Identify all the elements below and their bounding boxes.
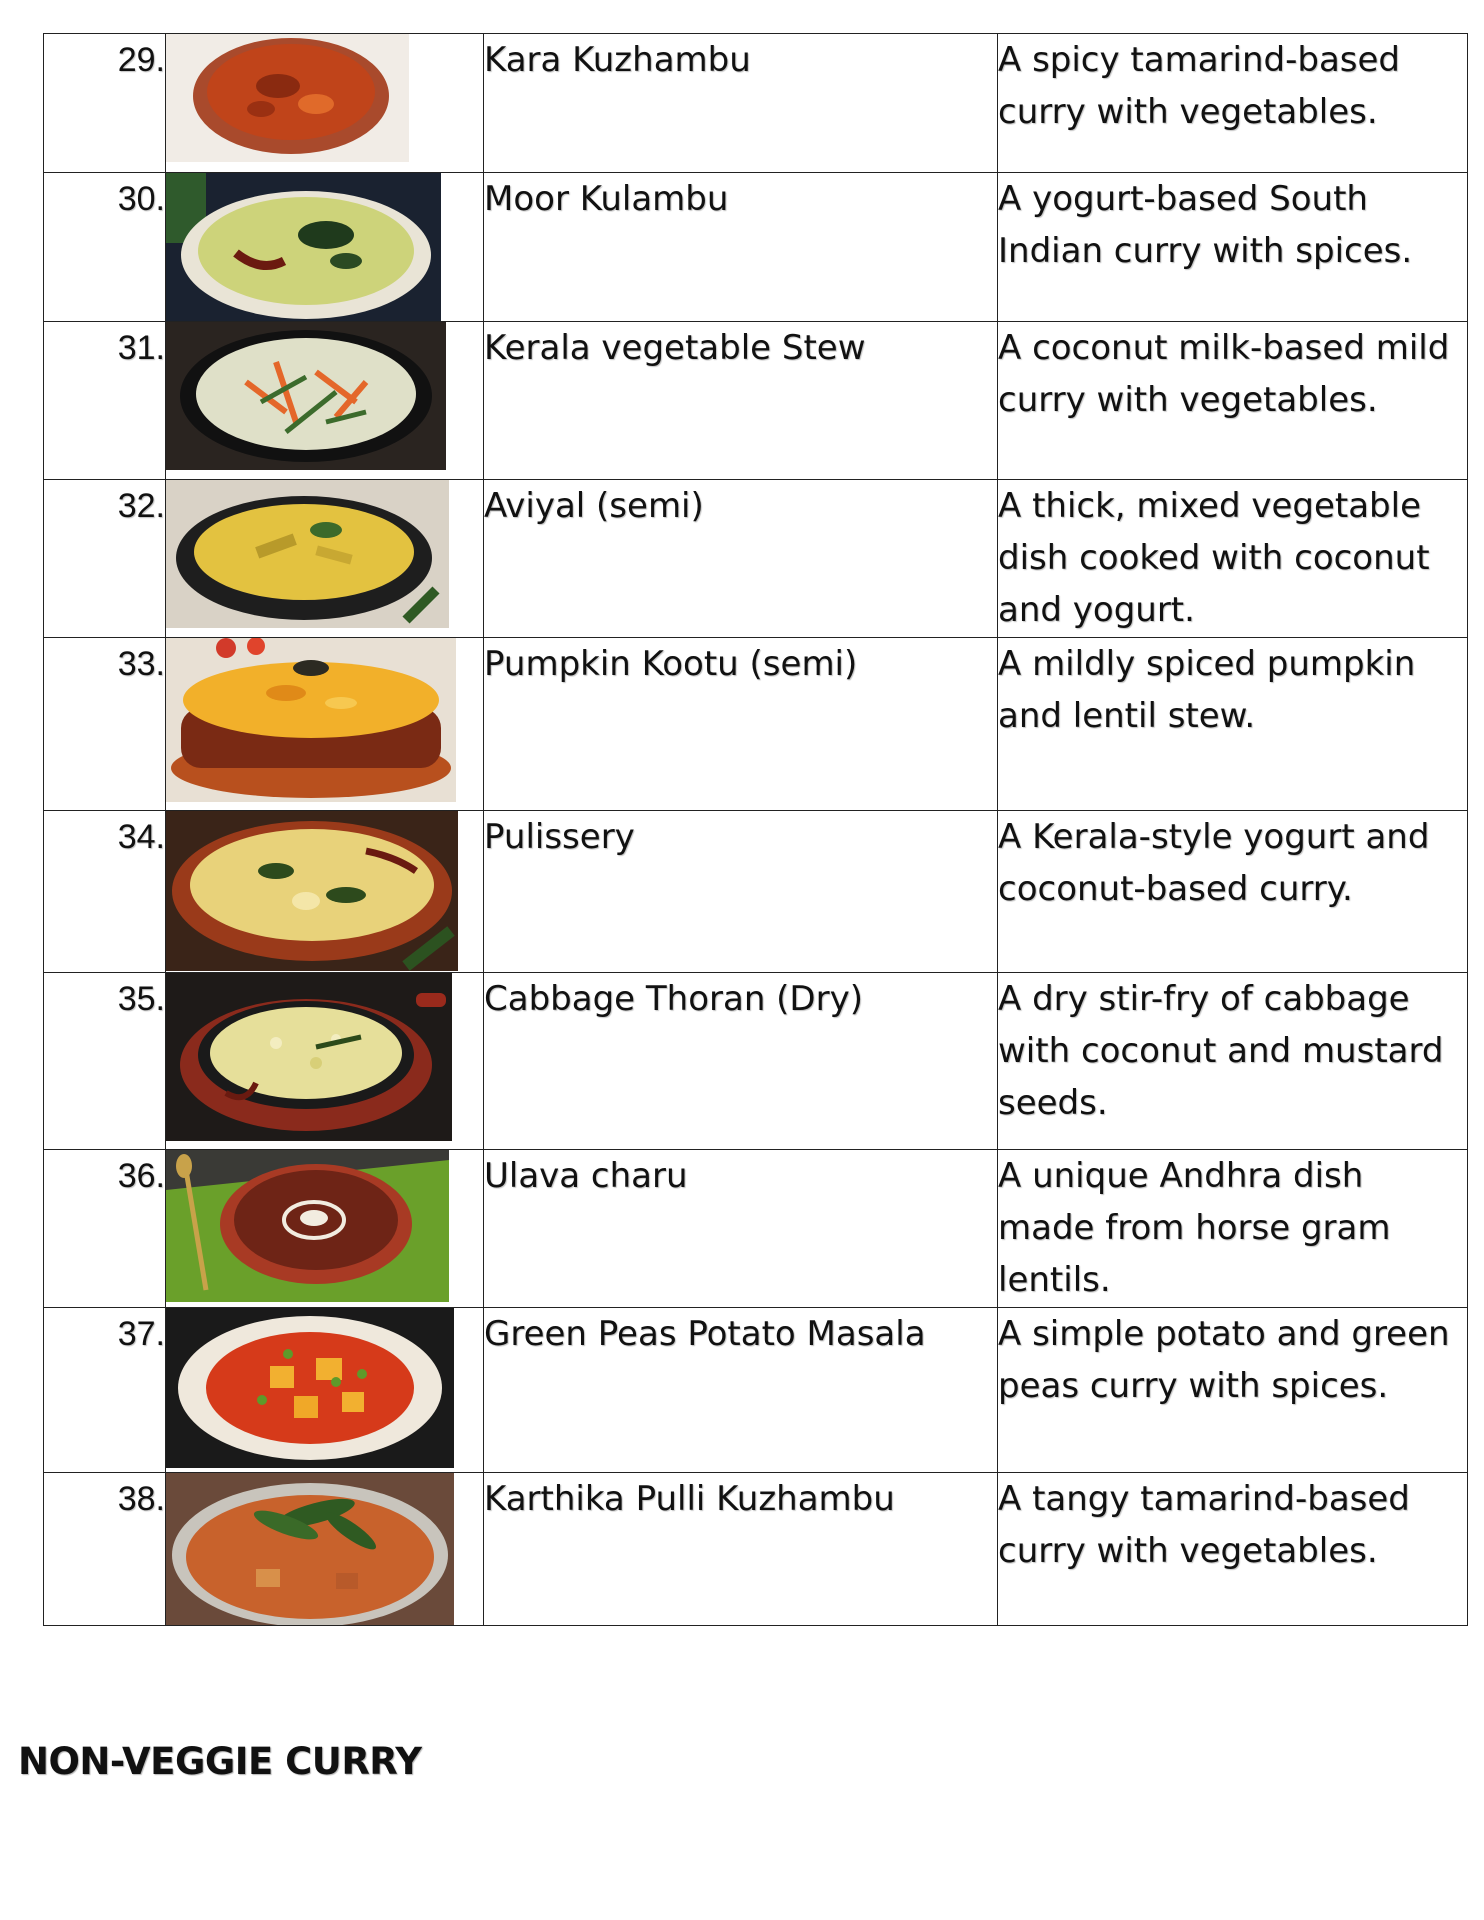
dish-description: A coconut milk-based mild curry with vegetables. [998, 322, 1468, 480]
dish-description: A unique Andhra dish made from horse gram lentils. [998, 1150, 1468, 1308]
dish-description: A Kerala-style yogurt and coconut-based curry. [998, 811, 1468, 973]
kerala-vegetable-stew-photo [166, 322, 446, 470]
curry-menu-table [43, 33, 1468, 1626]
table-row [44, 811, 1468, 973]
moor-kulambu-photo [166, 173, 441, 321]
item-number: 33. [44, 638, 166, 811]
item-number: 34. [44, 811, 166, 973]
dish-description: A yogurt-based South Indian curry with spices. [998, 173, 1468, 322]
dish-description: A dry stir-fry of cabbage with coconut and mustard seeds. [998, 973, 1468, 1150]
item-number: 35. [44, 973, 166, 1150]
dish-name: Moor Kulambu [484, 173, 998, 322]
cabbage-thoran-photo [166, 973, 452, 1141]
kara-kuzhambu-photo [166, 34, 409, 162]
aviyal-photo [166, 480, 449, 628]
karthika-pulli-kuzhambu-photo [166, 1473, 454, 1625]
dish-image-cell [166, 973, 484, 1150]
dish-description: A thick, mixed vegetable dish cooked with coconut and yogurt. [998, 480, 1468, 638]
dish-name: Pumpkin Kootu (semi) [484, 638, 998, 811]
dish-image-cell [166, 638, 484, 811]
dish-image-cell [166, 173, 484, 322]
item-number: 31. [44, 322, 166, 480]
table-row [44, 638, 1468, 811]
table-row [44, 34, 1468, 173]
dish-image-cell [166, 1308, 484, 1473]
table-row [44, 973, 1468, 1150]
dish-name: Kerala vegetable Stew [484, 322, 998, 480]
item-number: 36. [44, 1150, 166, 1308]
green-peas-potato-masala-photo [166, 1308, 454, 1468]
dish-description: A tangy tamarind-based curry with vegetables. [998, 1473, 1468, 1626]
dish-image-cell [166, 811, 484, 973]
pumpkin-kootu-photo [166, 638, 456, 802]
table-row [44, 322, 1468, 480]
dish-name: Ulava charu [484, 1150, 998, 1308]
dish-image-cell [166, 480, 484, 638]
dish-name: Aviyal (semi) [484, 480, 998, 638]
dish-image-cell [166, 1150, 484, 1308]
pulissery-photo [166, 811, 458, 971]
section-heading: NON-VEGGIE CURRY [18, 1740, 422, 1783]
table-row [44, 1473, 1468, 1626]
item-number: 37. [44, 1308, 166, 1473]
ulava-charu-photo [166, 1150, 449, 1302]
item-number: 32. [44, 480, 166, 638]
table-row [44, 173, 1468, 322]
dish-name: Kara Kuzhambu [484, 34, 998, 173]
dish-name: Pulissery [484, 811, 998, 973]
dish-description: A simple potato and green peas curry with spices. [998, 1308, 1468, 1473]
table-row [44, 480, 1468, 638]
dish-image-cell [166, 34, 484, 173]
item-number: 38. [44, 1473, 166, 1626]
item-number: 29. [44, 34, 166, 173]
item-number: 30. [44, 173, 166, 322]
dish-name: Cabbage Thoran (Dry) [484, 973, 998, 1150]
table-row [44, 1150, 1468, 1308]
dish-image-cell [166, 322, 484, 480]
dish-name: Green Peas Potato Masala [484, 1308, 998, 1473]
dish-image-cell [166, 1473, 484, 1626]
dish-description: A mildly spiced pumpkin and lentil stew. [998, 638, 1468, 811]
table-row [44, 1308, 1468, 1473]
dish-name: Karthika Pulli Kuzhambu [484, 1473, 998, 1626]
dish-description: A spicy tamarind-based curry with vegetables. [998, 34, 1468, 173]
